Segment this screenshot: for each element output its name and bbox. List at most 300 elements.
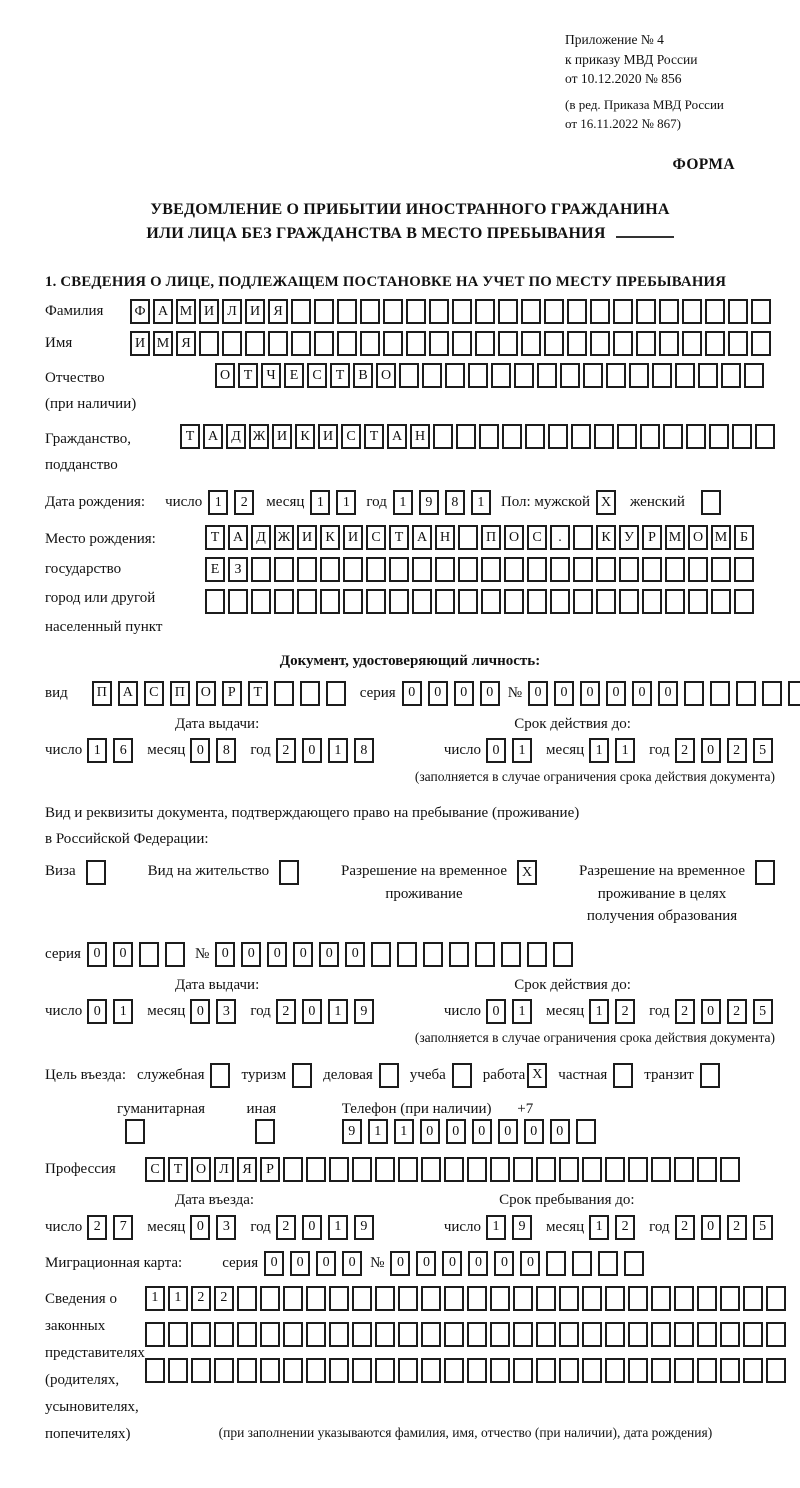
char-box-empty[interactable] bbox=[659, 299, 679, 324]
char-box-filled[interactable]: 0 bbox=[498, 1119, 518, 1144]
char-box-filled[interactable]: 0 bbox=[606, 681, 626, 706]
char-box-filled[interactable]: 0 bbox=[267, 942, 287, 967]
char-box-empty[interactable] bbox=[458, 589, 478, 614]
char-box-empty[interactable] bbox=[582, 1322, 602, 1347]
char-box-filled[interactable]: 3 bbox=[216, 999, 236, 1024]
char-box-empty[interactable] bbox=[444, 1286, 464, 1311]
char-box-empty[interactable] bbox=[766, 1358, 786, 1383]
issue-year-boxes[interactable] bbox=[276, 738, 374, 763]
char-box-filled[interactable]: Я bbox=[268, 299, 288, 324]
char-box-empty[interactable] bbox=[536, 1358, 556, 1383]
char-box-filled[interactable]: 1 bbox=[87, 738, 107, 763]
char-box-empty[interactable] bbox=[283, 1157, 303, 1182]
char-box-empty[interactable] bbox=[490, 1286, 510, 1311]
char-box-filled[interactable]: К bbox=[295, 424, 315, 449]
char-box-empty[interactable] bbox=[590, 331, 610, 356]
char-box-filled[interactable]: 1 bbox=[168, 1286, 188, 1311]
char-box-empty[interactable] bbox=[705, 331, 725, 356]
char-box-empty[interactable] bbox=[452, 331, 472, 356]
char-box-filled[interactable]: 1 bbox=[368, 1119, 388, 1144]
char-box-filled[interactable]: А bbox=[153, 299, 173, 324]
char-box-filled[interactable]: 1 bbox=[208, 490, 228, 515]
char-box-filled[interactable]: 1 bbox=[336, 490, 356, 515]
purpose-work-checkbox[interactable] bbox=[527, 1063, 547, 1088]
char-box-filled[interactable]: 8 bbox=[354, 738, 374, 763]
char-box-filled[interactable]: 0 bbox=[190, 1215, 210, 1240]
char-box-filled[interactable]: 5 bbox=[753, 738, 773, 763]
char-box-empty[interactable] bbox=[168, 1358, 188, 1383]
char-box-empty[interactable] bbox=[665, 589, 685, 614]
char-box-filled[interactable]: . bbox=[550, 525, 570, 550]
char-box-empty[interactable] bbox=[751, 331, 771, 356]
char-box-empty[interactable] bbox=[297, 557, 317, 582]
char-box-empty[interactable] bbox=[237, 1358, 257, 1383]
char-box-empty[interactable] bbox=[125, 1119, 145, 1144]
char-box-empty[interactable] bbox=[421, 1286, 441, 1311]
char-box-empty[interactable] bbox=[521, 299, 541, 324]
char-box-filled[interactable]: С bbox=[145, 1157, 165, 1182]
patronymic-boxes[interactable] bbox=[215, 363, 764, 388]
char-box-empty[interactable] bbox=[320, 557, 340, 582]
char-box-empty[interactable] bbox=[550, 589, 570, 614]
char-box-empty[interactable] bbox=[688, 589, 708, 614]
char-box-empty[interactable] bbox=[734, 589, 754, 614]
char-box-empty[interactable] bbox=[398, 1322, 418, 1347]
char-box-empty[interactable] bbox=[605, 1358, 625, 1383]
char-box-filled[interactable]: 0 bbox=[241, 942, 261, 967]
char-box-filled[interactable]: 0 bbox=[290, 1251, 310, 1276]
char-box-empty[interactable] bbox=[481, 589, 501, 614]
char-box-filled[interactable]: Е bbox=[284, 363, 304, 388]
char-box-empty[interactable] bbox=[766, 1286, 786, 1311]
char-box-filled[interactable]: 0 bbox=[480, 681, 500, 706]
char-box-empty[interactable] bbox=[210, 1063, 230, 1088]
char-box-empty[interactable] bbox=[663, 424, 683, 449]
char-box-filled[interactable]: 8 bbox=[216, 738, 236, 763]
char-box-filled[interactable]: 0 bbox=[632, 681, 652, 706]
char-box-filled[interactable]: 0 bbox=[420, 1119, 440, 1144]
char-box-empty[interactable] bbox=[283, 1358, 303, 1383]
char-box-filled[interactable]: В bbox=[353, 363, 373, 388]
char-box-filled[interactable]: 0 bbox=[345, 942, 365, 967]
char-box-empty[interactable] bbox=[728, 299, 748, 324]
char-box-empty[interactable] bbox=[352, 1322, 372, 1347]
char-box-empty[interactable] bbox=[360, 331, 380, 356]
char-box-empty[interactable] bbox=[514, 363, 534, 388]
char-box-filled[interactable]: 1 bbox=[589, 738, 609, 763]
char-box-filled[interactable]: 5 bbox=[753, 999, 773, 1024]
char-box-filled[interactable]: Л bbox=[222, 299, 242, 324]
char-box-empty[interactable] bbox=[572, 1251, 592, 1276]
surname-boxes[interactable] bbox=[130, 299, 771, 324]
char-box-filled[interactable]: 0 bbox=[390, 1251, 410, 1276]
permit-number-boxes[interactable] bbox=[215, 942, 573, 967]
char-box-empty[interactable] bbox=[688, 557, 708, 582]
char-box-filled[interactable]: 2 bbox=[615, 999, 635, 1024]
char-box-filled[interactable]: 1 bbox=[394, 1119, 414, 1144]
char-box-filled[interactable]: 9 bbox=[354, 999, 374, 1024]
char-box-empty[interactable] bbox=[423, 942, 443, 967]
char-box-empty[interactable] bbox=[475, 942, 495, 967]
char-box-filled[interactable]: Л bbox=[214, 1157, 234, 1182]
char-box-empty[interactable] bbox=[274, 589, 294, 614]
char-box-filled[interactable]: Т bbox=[238, 363, 258, 388]
char-box-empty[interactable] bbox=[375, 1358, 395, 1383]
char-box-empty[interactable] bbox=[352, 1358, 372, 1383]
char-box-empty[interactable] bbox=[684, 681, 704, 706]
char-box-empty[interactable] bbox=[628, 1322, 648, 1347]
char-box-empty[interactable] bbox=[383, 331, 403, 356]
char-box-empty[interactable] bbox=[527, 942, 547, 967]
char-box-empty[interactable] bbox=[721, 363, 741, 388]
stay-month-boxes[interactable] bbox=[589, 1215, 635, 1240]
char-box-filled[interactable]: 0 bbox=[113, 942, 133, 967]
char-box-filled[interactable]: Т bbox=[248, 681, 268, 706]
char-box-empty[interactable] bbox=[697, 1286, 717, 1311]
char-box-empty[interactable] bbox=[398, 1157, 418, 1182]
char-box-empty[interactable] bbox=[710, 681, 730, 706]
char-box-empty[interactable] bbox=[456, 424, 476, 449]
char-box-filled[interactable]: С bbox=[366, 525, 386, 550]
char-box-empty[interactable] bbox=[743, 1322, 763, 1347]
char-box-filled[interactable]: 0 bbox=[454, 681, 474, 706]
char-box-empty[interactable] bbox=[389, 557, 409, 582]
char-box-empty[interactable] bbox=[697, 1358, 717, 1383]
char-box-filled[interactable]: 1 bbox=[145, 1286, 165, 1311]
char-box-empty[interactable] bbox=[435, 589, 455, 614]
char-box-filled[interactable]: Р bbox=[222, 681, 242, 706]
char-box-empty[interactable] bbox=[406, 299, 426, 324]
char-box-filled[interactable]: 2 bbox=[234, 490, 254, 515]
char-box-filled[interactable]: 2 bbox=[727, 999, 747, 1024]
valid-day-boxes[interactable] bbox=[486, 738, 532, 763]
char-box-empty[interactable] bbox=[697, 1157, 717, 1182]
char-box-empty[interactable] bbox=[636, 331, 656, 356]
birth-month-boxes[interactable] bbox=[310, 490, 356, 515]
char-box-empty[interactable] bbox=[498, 299, 518, 324]
char-box-empty[interactable] bbox=[628, 1157, 648, 1182]
char-box-empty[interactable] bbox=[617, 424, 637, 449]
char-box-filled[interactable]: 0 bbox=[264, 1251, 284, 1276]
char-box-filled[interactable]: А bbox=[118, 681, 138, 706]
char-box-filled[interactable]: 0 bbox=[658, 681, 678, 706]
char-box-empty[interactable] bbox=[449, 942, 469, 967]
char-box-empty[interactable] bbox=[444, 1157, 464, 1182]
char-box-filled[interactable]: Т bbox=[168, 1157, 188, 1182]
issue-month-boxes[interactable] bbox=[190, 738, 236, 763]
char-box-empty[interactable] bbox=[504, 557, 524, 582]
char-box-empty[interactable] bbox=[479, 424, 499, 449]
char-box-empty[interactable] bbox=[559, 1322, 579, 1347]
representatives-row-1[interactable] bbox=[145, 1286, 786, 1311]
char-box-empty[interactable] bbox=[619, 589, 639, 614]
phone-boxes[interactable] bbox=[342, 1119, 596, 1144]
char-box-empty[interactable] bbox=[755, 860, 775, 885]
char-box-empty[interactable] bbox=[237, 1322, 257, 1347]
char-box-filled[interactable]: 2 bbox=[214, 1286, 234, 1311]
char-box-filled[interactable]: 1 bbox=[512, 738, 532, 763]
char-box-empty[interactable] bbox=[766, 1322, 786, 1347]
char-box-empty[interactable] bbox=[222, 331, 242, 356]
char-box-empty[interactable] bbox=[422, 363, 442, 388]
char-box-empty[interactable] bbox=[375, 1322, 395, 1347]
char-box-empty[interactable] bbox=[582, 1358, 602, 1383]
char-box-filled[interactable]: 9 bbox=[354, 1215, 374, 1240]
birth-place-row-2[interactable] bbox=[205, 557, 754, 582]
char-box-empty[interactable] bbox=[300, 681, 320, 706]
char-box-filled[interactable]: 0 bbox=[342, 1251, 362, 1276]
temporary-residence-checkbox[interactable] bbox=[517, 860, 537, 885]
char-box-empty[interactable] bbox=[314, 299, 334, 324]
char-box-filled[interactable]: 1 bbox=[328, 999, 348, 1024]
char-box-filled[interactable]: Т bbox=[364, 424, 384, 449]
char-box-empty[interactable] bbox=[490, 1358, 510, 1383]
char-box-empty[interactable] bbox=[682, 331, 702, 356]
char-box-filled[interactable]: 0 bbox=[472, 1119, 492, 1144]
char-box-empty[interactable] bbox=[228, 589, 248, 614]
char-box-empty[interactable] bbox=[513, 1286, 533, 1311]
char-box-filled[interactable]: Я bbox=[176, 331, 196, 356]
char-box-empty[interactable] bbox=[314, 331, 334, 356]
char-box-empty[interactable] bbox=[665, 557, 685, 582]
char-box-empty[interactable] bbox=[260, 1322, 280, 1347]
char-box-filled[interactable]: 0 bbox=[554, 681, 574, 706]
char-box-empty[interactable] bbox=[674, 1358, 694, 1383]
representatives-row-2[interactable] bbox=[145, 1322, 786, 1347]
birth-year-boxes[interactable] bbox=[393, 490, 491, 515]
char-box-filled[interactable]: 1 bbox=[589, 999, 609, 1024]
purpose-other-checkbox[interactable] bbox=[255, 1119, 275, 1144]
char-box-filled[interactable]: 0 bbox=[486, 999, 506, 1024]
char-box-filled[interactable]: П bbox=[92, 681, 112, 706]
char-box-empty[interactable] bbox=[255, 1119, 275, 1144]
char-box-filled[interactable]: Д bbox=[226, 424, 246, 449]
char-box-filled[interactable]: С bbox=[144, 681, 164, 706]
char-box-empty[interactable] bbox=[546, 1251, 566, 1276]
permit-issue-month-boxes[interactable] bbox=[190, 999, 236, 1024]
char-box-filled[interactable]: С bbox=[307, 363, 327, 388]
purpose-official-checkbox[interactable] bbox=[210, 1063, 230, 1088]
char-box-empty[interactable] bbox=[613, 1063, 633, 1088]
char-box-filled[interactable]: И bbox=[318, 424, 338, 449]
char-box-empty[interactable] bbox=[214, 1322, 234, 1347]
char-box-empty[interactable] bbox=[306, 1286, 326, 1311]
char-box-empty[interactable] bbox=[145, 1358, 165, 1383]
char-box-empty[interactable] bbox=[421, 1358, 441, 1383]
char-box-filled[interactable]: X bbox=[596, 490, 616, 515]
char-box-filled[interactable]: 0 bbox=[494, 1251, 514, 1276]
char-box-empty[interactable] bbox=[329, 1358, 349, 1383]
char-box-empty[interactable] bbox=[720, 1322, 740, 1347]
char-box-empty[interactable] bbox=[700, 1063, 720, 1088]
char-box-filled[interactable]: Т bbox=[180, 424, 200, 449]
char-box-filled[interactable]: 2 bbox=[727, 738, 747, 763]
char-box-filled[interactable]: 0 bbox=[486, 738, 506, 763]
char-box-empty[interactable] bbox=[567, 299, 587, 324]
profession-boxes[interactable] bbox=[145, 1157, 740, 1182]
char-box-filled[interactable]: Т bbox=[330, 363, 350, 388]
residence-permit-checkbox[interactable] bbox=[279, 860, 299, 885]
char-box-filled[interactable]: 1 bbox=[471, 490, 491, 515]
char-box-empty[interactable] bbox=[352, 1157, 372, 1182]
char-box-empty[interactable] bbox=[582, 1286, 602, 1311]
char-box-empty[interactable] bbox=[306, 1358, 326, 1383]
char-box-filled[interactable]: 0 bbox=[402, 681, 422, 706]
char-box-empty[interactable] bbox=[548, 424, 568, 449]
char-box-empty[interactable] bbox=[559, 1286, 579, 1311]
char-box-empty[interactable] bbox=[458, 557, 478, 582]
char-box-empty[interactable] bbox=[237, 1286, 257, 1311]
char-box-filled[interactable]: И bbox=[272, 424, 292, 449]
char-box-empty[interactable] bbox=[421, 1157, 441, 1182]
sex-female-checkbox[interactable] bbox=[701, 490, 721, 515]
char-box-filled[interactable]: Т bbox=[389, 525, 409, 550]
purpose-study-checkbox[interactable] bbox=[452, 1063, 472, 1088]
permit-valid-year-boxes[interactable] bbox=[675, 999, 773, 1024]
char-box-filled[interactable]: 0 bbox=[215, 942, 235, 967]
char-box-empty[interactable] bbox=[682, 299, 702, 324]
citizenship-boxes[interactable] bbox=[180, 424, 775, 449]
char-box-empty[interactable] bbox=[283, 1322, 303, 1347]
char-box-filled[interactable]: Н bbox=[410, 424, 430, 449]
char-box-empty[interactable] bbox=[651, 1157, 671, 1182]
char-box-empty[interactable] bbox=[352, 1286, 372, 1311]
char-box-empty[interactable] bbox=[674, 1157, 694, 1182]
entry-month-boxes[interactable] bbox=[190, 1215, 236, 1240]
char-box-empty[interactable] bbox=[536, 1286, 556, 1311]
char-box-empty[interactable] bbox=[145, 1322, 165, 1347]
char-box-filled[interactable]: 0 bbox=[428, 681, 448, 706]
char-box-filled[interactable]: О bbox=[688, 525, 708, 550]
char-box-empty[interactable] bbox=[205, 589, 225, 614]
char-box-filled[interactable]: Р bbox=[260, 1157, 280, 1182]
permit-issue-year-boxes[interactable] bbox=[276, 999, 374, 1024]
char-box-empty[interactable] bbox=[636, 299, 656, 324]
char-box-filled[interactable]: Ж bbox=[249, 424, 269, 449]
char-box-filled[interactable]: 1 bbox=[328, 1215, 348, 1240]
char-box-filled[interactable]: 2 bbox=[675, 999, 695, 1024]
doc-series-boxes[interactable] bbox=[402, 681, 500, 706]
char-box-empty[interactable] bbox=[329, 1322, 349, 1347]
char-box-empty[interactable] bbox=[513, 1358, 533, 1383]
char-box-filled[interactable]: 0 bbox=[316, 1251, 336, 1276]
char-box-empty[interactable] bbox=[429, 299, 449, 324]
char-box-empty[interactable] bbox=[191, 1358, 211, 1383]
char-box-filled[interactable]: 0 bbox=[416, 1251, 436, 1276]
char-box-empty[interactable] bbox=[605, 1286, 625, 1311]
char-box-empty[interactable] bbox=[139, 942, 159, 967]
char-box-filled[interactable]: Ч bbox=[261, 363, 281, 388]
char-box-empty[interactable] bbox=[527, 589, 547, 614]
char-box-filled[interactable]: К bbox=[320, 525, 340, 550]
char-box-filled[interactable]: 0 bbox=[524, 1119, 544, 1144]
char-box-filled[interactable]: 1 bbox=[393, 490, 413, 515]
char-box-empty[interactable] bbox=[559, 1358, 579, 1383]
char-box-filled[interactable]: X bbox=[517, 860, 537, 885]
char-box-empty[interactable] bbox=[762, 681, 782, 706]
char-box-filled[interactable]: 1 bbox=[486, 1215, 506, 1240]
char-box-empty[interactable] bbox=[475, 331, 495, 356]
char-box-filled[interactable]: 1 bbox=[589, 1215, 609, 1240]
char-box-empty[interactable] bbox=[513, 1157, 533, 1182]
valid-year-boxes[interactable] bbox=[675, 738, 773, 763]
char-box-empty[interactable] bbox=[283, 1286, 303, 1311]
char-box-empty[interactable] bbox=[674, 1322, 694, 1347]
char-box-filled[interactable]: 1 bbox=[512, 999, 532, 1024]
char-box-empty[interactable] bbox=[536, 1322, 556, 1347]
char-box-empty[interactable] bbox=[214, 1358, 234, 1383]
char-box-empty[interactable] bbox=[490, 1322, 510, 1347]
char-box-empty[interactable] bbox=[291, 331, 311, 356]
char-box-filled[interactable]: П bbox=[481, 525, 501, 550]
char-box-empty[interactable] bbox=[379, 1063, 399, 1088]
char-box-empty[interactable] bbox=[329, 1157, 349, 1182]
char-box-filled[interactable]: Р bbox=[642, 525, 662, 550]
purpose-tourism-checkbox[interactable] bbox=[292, 1063, 312, 1088]
char-box-empty[interactable] bbox=[274, 681, 294, 706]
char-box-filled[interactable]: Я bbox=[237, 1157, 257, 1182]
visa-checkbox[interactable] bbox=[86, 860, 106, 885]
char-box-filled[interactable]: 1 bbox=[310, 490, 330, 515]
char-box-filled[interactable]: 3 bbox=[216, 1215, 236, 1240]
char-box-filled[interactable]: 9 bbox=[342, 1119, 362, 1144]
char-box-filled[interactable]: 0 bbox=[293, 942, 313, 967]
char-box-filled[interactable]: А bbox=[412, 525, 432, 550]
char-box-filled[interactable]: 0 bbox=[190, 738, 210, 763]
char-box-empty[interactable] bbox=[732, 424, 752, 449]
char-box-filled[interactable]: 0 bbox=[528, 681, 548, 706]
char-box-empty[interactable] bbox=[628, 1286, 648, 1311]
char-box-empty[interactable] bbox=[573, 557, 593, 582]
char-box-empty[interactable] bbox=[165, 942, 185, 967]
char-box-empty[interactable] bbox=[613, 331, 633, 356]
char-box-empty[interactable] bbox=[567, 331, 587, 356]
char-box-filled[interactable]: 8 bbox=[445, 490, 465, 515]
char-box-empty[interactable] bbox=[366, 589, 386, 614]
char-box-filled[interactable]: Д bbox=[251, 525, 271, 550]
char-box-empty[interactable] bbox=[709, 424, 729, 449]
char-box-empty[interactable] bbox=[550, 557, 570, 582]
char-box-empty[interactable] bbox=[698, 363, 718, 388]
permit-series-boxes[interactable] bbox=[87, 942, 185, 967]
char-box-empty[interactable] bbox=[613, 299, 633, 324]
char-box-empty[interactable] bbox=[421, 1322, 441, 1347]
char-box-empty[interactable] bbox=[686, 424, 706, 449]
char-box-empty[interactable] bbox=[326, 681, 346, 706]
char-box-empty[interactable] bbox=[640, 424, 660, 449]
char-box-empty[interactable] bbox=[306, 1322, 326, 1347]
char-box-empty[interactable] bbox=[755, 424, 775, 449]
char-box-empty[interactable] bbox=[521, 331, 541, 356]
name-boxes[interactable] bbox=[130, 331, 771, 356]
purpose-private-checkbox[interactable] bbox=[613, 1063, 633, 1088]
char-box-filled[interactable]: 0 bbox=[701, 999, 721, 1024]
char-box-empty[interactable] bbox=[337, 299, 357, 324]
char-box-empty[interactable] bbox=[366, 557, 386, 582]
char-box-empty[interactable] bbox=[343, 589, 363, 614]
char-box-empty[interactable] bbox=[544, 299, 564, 324]
sex-male-checkbox[interactable] bbox=[596, 490, 616, 515]
char-box-filled[interactable]: 7 bbox=[113, 1215, 133, 1240]
char-box-empty[interactable] bbox=[605, 1322, 625, 1347]
char-box-empty[interactable] bbox=[168, 1322, 188, 1347]
char-box-filled[interactable]: Н bbox=[435, 525, 455, 550]
char-box-filled[interactable]: С bbox=[341, 424, 361, 449]
char-box-filled[interactable]: И bbox=[297, 525, 317, 550]
char-box-filled[interactable]: О bbox=[376, 363, 396, 388]
char-box-empty[interactable] bbox=[559, 1157, 579, 1182]
char-box-filled[interactable]: 2 bbox=[675, 1215, 695, 1240]
